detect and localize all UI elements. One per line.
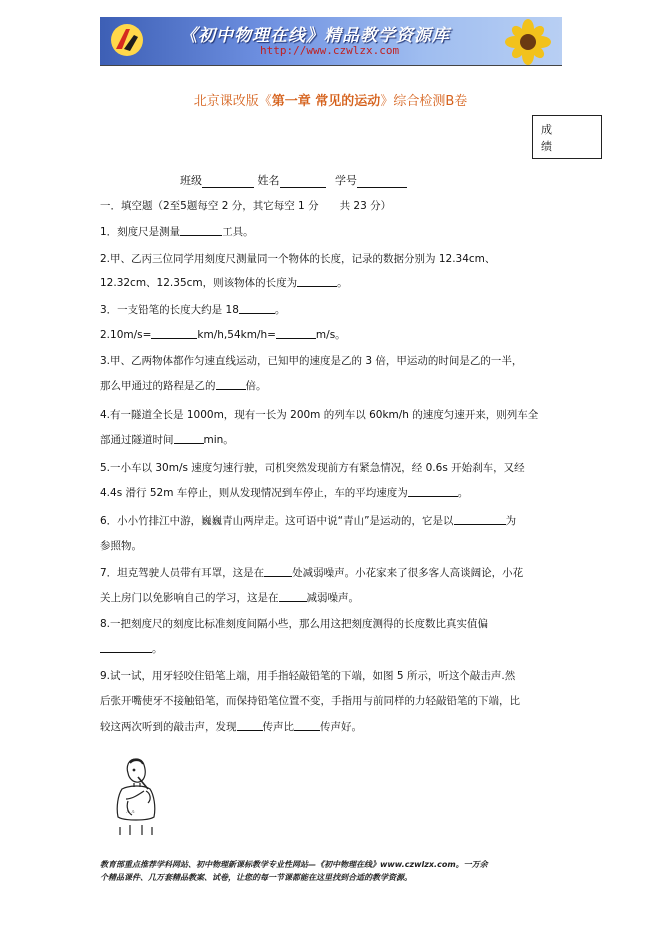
document-title: 北京课改版《第一章 常见的运动》综合检测B卷	[193, 94, 468, 109]
score-box	[532, 115, 602, 159]
question-average-speed-line-1: 5.一小车以 30m/s 速度匀速行驶，司机突然发现前方有紧急情况，经 0.6s 开始刹车，又经	[100, 462, 525, 474]
question-pencil-line-1: 9.试一试，用牙轻咬住铅笔上端，用手指轻敲铅笔的下端，如图 5 所示，听这个敲击声.然	[100, 670, 516, 682]
header-banner	[100, 17, 562, 65]
class-blank[interactable]	[202, 175, 254, 188]
boy-biting-pencil-illustration	[108, 755, 170, 837]
banner-url[interactable]: http://www.czwlzx.com	[260, 44, 400, 57]
answer-blank[interactable]	[279, 589, 307, 602]
class-label: 班级	[180, 174, 202, 187]
question-reference-frame-line-1: 6．小小竹排江中游，巍巍青山两岸走。这可语中说“青山”是运动的，它是以 为	[100, 509, 565, 533]
question-average-speed-line-2: 4.4s 滑行 52m 车停止，则从发现情况到车停止，车的平均速度为 。	[100, 481, 565, 505]
question-unit-conversion: 2.10m/s= km/h,54km/h= m/s。	[100, 323, 565, 347]
banner-title: 《初中物理在线》精品教学资源库	[180, 26, 450, 46]
page-footer	[100, 858, 570, 884]
answer-blank[interactable]	[294, 718, 320, 731]
answer-blank[interactable]	[264, 564, 292, 577]
question-2-line-2: 12.32cm、12.35cm，则该物体的长度为 。	[100, 271, 565, 295]
id-label: 学号	[335, 174, 357, 187]
header-divider	[100, 65, 562, 66]
question-3: 3．一支铅笔的长度大约是 18 。	[100, 298, 565, 322]
footer-line-2: 个精品课件、几万套精品教案、试卷，让您的每一节课都能在这里找到合适的教学资源。	[100, 873, 412, 882]
answer-blank[interactable]	[180, 223, 222, 236]
sunflower-icon	[498, 19, 558, 65]
site-logo-icon	[110, 23, 144, 57]
name-label: 姓名	[257, 174, 280, 187]
answer-blank[interactable]	[276, 326, 316, 339]
question-2-line-1: 2.甲、乙丙三位同学用刻度尺测量同一个物体的长度，记录的数据分别为 12.34cm、	[100, 253, 496, 265]
question-1: 1．刻度尺是测量 工具。	[100, 220, 565, 244]
question-speed-ratio-line-2: 那么甲通过的路程是乙的 倍。	[100, 374, 565, 398]
answer-blank[interactable]	[408, 484, 458, 497]
id-blank[interactable]	[357, 175, 407, 188]
question-ruler-line-1: 8.一把刻度尺的刻度比标准刻度间隔小些，那么用这把刻度测得的长度数比真实值偏	[100, 618, 489, 630]
question-pencil-line-3: 较这两次听到的敲击声，发现 传声比 传声好。	[100, 715, 565, 739]
answer-blank[interactable]	[454, 512, 506, 525]
score-label: 成绩	[541, 123, 552, 153]
question-pencil-line-2: 后张开嘴使牙不接触铅笔，而保持铅笔位置不变，手指用与前同样的力轻敲铅笔的下端，比	[100, 695, 520, 707]
answer-blank[interactable]	[151, 326, 197, 339]
svg-text:ル ル: ル ル	[126, 809, 136, 814]
answer-blank[interactable]	[297, 274, 337, 287]
question-noise-line-2: 关上房门以免影响自己的学习，这是在 减弱噪声。	[100, 586, 565, 610]
question-tunnel-line-2: 部通过隧道时间 min。	[100, 428, 565, 452]
answer-blank[interactable]	[239, 301, 275, 314]
question-tunnel-line-1: 4.有一隧道全长是 1000m，现有一长为 200m 的列车以 60km/h 的速度匀速开来，则列车全	[100, 409, 539, 421]
name-blank[interactable]	[280, 175, 326, 188]
question-ruler-line-2: 。	[100, 637, 565, 661]
answer-blank[interactable]	[237, 718, 263, 731]
question-speed-ratio-line-1: 3.甲、乙两物体都作匀速直线运动，已知甲的速度是乙的 3 倍，甲运动的时间是乙的一半，	[100, 355, 523, 367]
answer-blank[interactable]	[216, 377, 246, 390]
question-noise-line-1: 7．坦克驾驶人员带有耳罩，这是在 处减弱噪声。小花家来了很多客人高谈阔论，小花	[100, 561, 565, 585]
question-reference-frame-line-2: 参照物。	[100, 540, 142, 552]
student-info	[180, 172, 407, 188]
footer-line-1: 教育部重点推荐学科网站、初中物理新课标教学专业性网站—《初中物理在线》www.czwlzx.com。一万余	[100, 860, 488, 869]
answer-blank[interactable]	[174, 431, 204, 444]
answer-blank[interactable]	[100, 640, 152, 653]
section-heading: 一．填空题（2至5题每空 2 分，其它每空 1 分 共 23 分）	[100, 200, 392, 212]
